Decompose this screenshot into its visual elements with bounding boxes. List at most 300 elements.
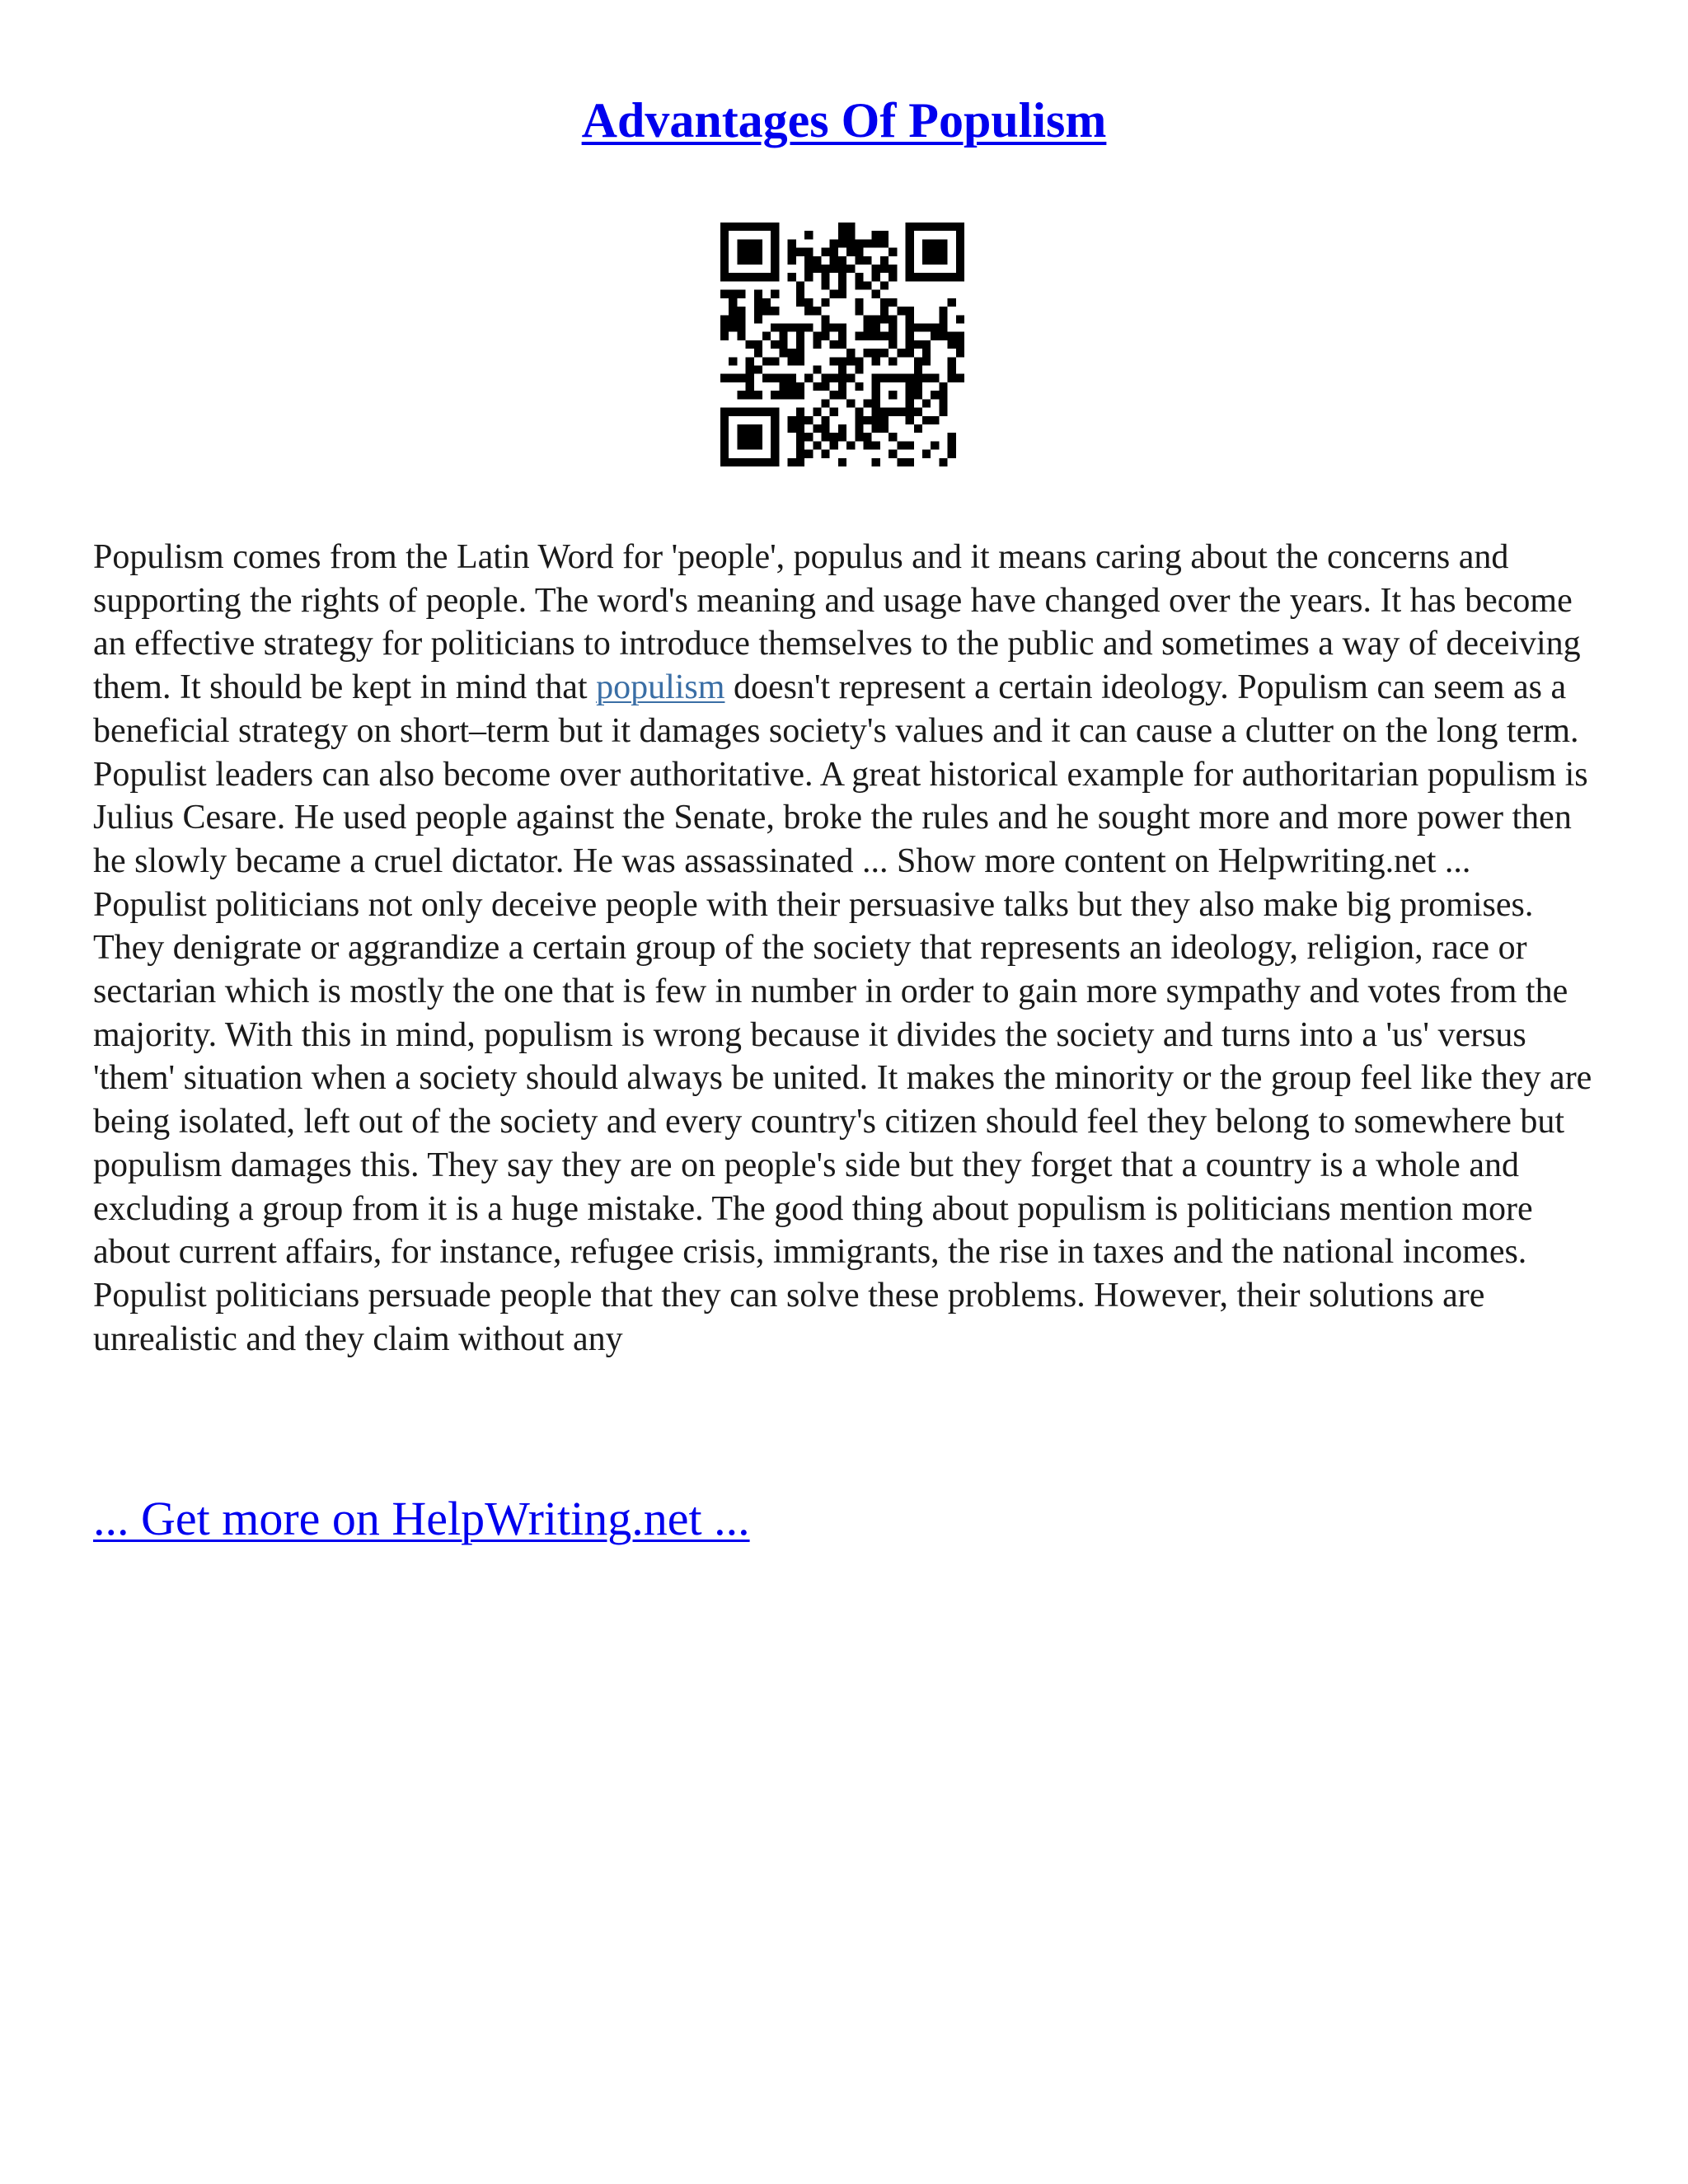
qr-module <box>788 416 796 424</box>
qr-code-icon <box>720 223 964 466</box>
qr-module <box>737 239 745 247</box>
qr-module <box>948 223 956 231</box>
qr-module <box>779 391 787 399</box>
qr-module <box>906 458 914 466</box>
qr-module <box>864 433 872 441</box>
qr-module <box>914 223 922 231</box>
qr-module <box>830 265 838 273</box>
qr-module <box>729 223 737 231</box>
qr-module <box>889 273 897 281</box>
qr-module <box>872 408 880 416</box>
qr-module <box>880 239 889 247</box>
qr-module <box>880 374 889 382</box>
qr-module <box>821 248 829 256</box>
qr-module <box>855 366 863 374</box>
qr-module <box>948 374 956 382</box>
qr-module <box>779 374 787 382</box>
qr-module <box>804 307 813 315</box>
qr-module <box>737 391 745 399</box>
qr-module <box>821 281 829 289</box>
qr-module <box>762 223 771 231</box>
qr-module <box>906 399 914 407</box>
qr-module <box>906 374 914 382</box>
qr-module <box>720 265 729 273</box>
qr-module <box>771 433 779 441</box>
qr-module <box>956 231 964 239</box>
qr-module <box>889 265 897 273</box>
qr-module <box>830 340 838 349</box>
qr-module <box>889 248 897 256</box>
qr-module <box>737 374 745 382</box>
qr-module <box>838 332 846 340</box>
qr-module <box>788 391 796 399</box>
qr-module <box>939 273 947 281</box>
qr-module <box>754 424 762 433</box>
qr-module <box>889 298 897 307</box>
qr-module <box>914 340 922 349</box>
qr-module <box>830 290 838 298</box>
qr-module <box>846 399 855 407</box>
qr-module <box>889 340 897 349</box>
qr-module <box>864 399 872 407</box>
qr-module <box>914 273 922 281</box>
qr-module <box>796 450 804 458</box>
qr-module <box>804 273 813 281</box>
qr-module <box>729 323 737 331</box>
qr-module <box>788 239 796 247</box>
qr-module <box>762 298 771 307</box>
qr-module <box>846 223 855 231</box>
paragraph-2: Populist politicians not only deceive people with their persuasive talks but they also make big promises. They denigrate or aggrandize a certain group of the society that represents an ideology, religion, race or sectarian which is mostly the one that is few in number in order to gain more sympathy and votes from the majority. With this in mind, populism is wrong because it divides the society and turns into a 'us' versus 'them' situation when a society should always be united. It makes the minority or the group feel like they are being isolated, left out of the society and every country's citizen should feel they belong to somewhere but populism damages this. They say they are on people's side but they forget that a country is a whole and excluding a group from it is a huge mistake. The good thing about populism is politicians mention more about current affairs, for instance, refugee crisis, immigrants, the rise in taxes and the national incomes. Populist politicians persuade people that they can solve these problems. However, their solutions are unrealistic and they claim without any <box>93 885 1592 1358</box>
qr-module <box>872 323 880 331</box>
qr-module <box>821 315 829 323</box>
qr-module <box>855 332 863 340</box>
qr-module <box>906 256 914 265</box>
qr-module <box>855 408 863 416</box>
qr-module <box>889 357 897 365</box>
qr-module <box>931 256 939 265</box>
qr-module <box>771 424 779 433</box>
qr-module <box>906 441 914 449</box>
qr-module <box>737 332 745 340</box>
qr-module <box>771 391 779 399</box>
qr-module <box>880 256 889 265</box>
qr-module <box>754 307 762 315</box>
qr-module <box>737 307 745 315</box>
qr-module <box>804 265 813 273</box>
qr-module <box>914 408 922 416</box>
qr-module <box>872 315 880 323</box>
article-body <box>93 536 1601 1361</box>
qr-module <box>729 408 737 416</box>
qr-module <box>846 248 855 256</box>
qr-module <box>754 366 762 374</box>
qr-module <box>956 315 964 323</box>
qr-module <box>804 374 813 382</box>
qr-module <box>931 332 939 340</box>
qr-module <box>948 441 956 449</box>
qr-module <box>830 374 838 382</box>
qr-module <box>906 408 914 416</box>
qr-module <box>872 265 880 273</box>
qr-module <box>864 332 872 340</box>
qr-module <box>906 223 914 231</box>
qr-module <box>956 332 964 340</box>
qr-module <box>813 340 821 349</box>
qr-module <box>906 416 914 424</box>
qr-module <box>931 323 939 331</box>
qr-module <box>897 458 905 466</box>
qr-module <box>889 374 897 382</box>
qr-module <box>788 374 796 382</box>
qr-module <box>720 450 729 458</box>
qr-module <box>821 273 829 281</box>
qr-module <box>914 357 922 365</box>
qr-module <box>838 265 846 273</box>
qr-module <box>906 340 914 349</box>
qr-module <box>922 450 931 458</box>
qr-module <box>864 323 872 331</box>
qr-module <box>746 391 754 399</box>
qr-module <box>720 332 729 340</box>
qr-module <box>855 416 863 424</box>
qr-module <box>939 307 947 315</box>
qr-module <box>872 332 880 340</box>
qr-module <box>754 223 762 231</box>
qr-module <box>720 408 729 416</box>
qr-module <box>771 450 779 458</box>
qr-module <box>948 273 956 281</box>
qr-module <box>746 424 754 433</box>
qr-module <box>846 265 855 273</box>
paragraph-1-end: doesn't represent a certain ideology. Populism can seem as a beneficial strategy on short–term but it damages society's values and it can cause a clutter on the long term. Populist leaders can also become over authoritative. A great historical example for authoritarian populism is Julius Cesare. He used people against the Senate, broke the rules and he sought more and more power then he slowly became a cruel dictator. He was assassinated ... Show more content on Helpwriting.net ... <box>93 668 1588 880</box>
qr-module <box>914 366 922 374</box>
qr-module <box>838 433 846 441</box>
qr-module <box>838 391 846 399</box>
qr-module <box>931 273 939 281</box>
qr-module <box>948 366 956 374</box>
qr-module <box>922 273 931 281</box>
qr-module <box>796 340 804 349</box>
qr-module <box>872 273 880 281</box>
qr-module <box>771 416 779 424</box>
qr-module <box>754 256 762 265</box>
qr-module <box>746 256 754 265</box>
qr-module <box>906 248 914 256</box>
qr-module <box>864 349 872 357</box>
qr-module <box>746 223 754 231</box>
qr-module <box>914 323 922 331</box>
qr-module <box>804 433 813 441</box>
qr-module <box>906 382 914 391</box>
qr-module <box>948 450 956 458</box>
qr-module <box>729 273 737 281</box>
qr-module <box>922 349 931 357</box>
qr-module <box>754 239 762 247</box>
qr-module <box>754 408 762 416</box>
qr-module <box>948 433 956 441</box>
qr-module <box>746 357 754 365</box>
qr-module <box>796 281 804 289</box>
qr-module <box>855 298 863 307</box>
qr-module <box>762 332 771 340</box>
qr-module <box>737 290 745 298</box>
qr-module <box>948 332 956 340</box>
get-more-link[interactable]: ... Get more on HelpWriting.net ... <box>93 1492 750 1545</box>
qr-module <box>720 248 729 256</box>
qr-module <box>779 340 787 349</box>
qr-module <box>939 408 947 416</box>
qr-module <box>922 340 931 349</box>
qr-module <box>813 265 821 273</box>
qr-module <box>737 223 745 231</box>
qr-module <box>872 239 880 247</box>
qr-module <box>771 340 779 349</box>
qr-module <box>813 441 821 449</box>
qr-module <box>830 248 838 256</box>
qr-module <box>754 315 762 323</box>
qr-module <box>922 223 931 231</box>
qr-module <box>737 256 745 265</box>
qr-module <box>855 281 863 289</box>
qr-module <box>737 424 745 433</box>
qr-module <box>796 323 804 331</box>
qr-module <box>737 433 745 441</box>
qr-module <box>830 256 838 265</box>
qr-module <box>771 307 779 315</box>
qr-module <box>838 424 846 433</box>
qr-module <box>813 382 821 391</box>
qr-module <box>931 223 939 231</box>
qr-module <box>838 239 846 247</box>
qr-module <box>838 340 846 349</box>
qr-module <box>754 441 762 449</box>
qr-module <box>897 374 905 382</box>
qr-module <box>880 307 889 315</box>
qr-module <box>855 273 863 281</box>
qr-module <box>872 416 880 424</box>
qr-module <box>788 323 796 331</box>
qr-module <box>948 298 956 307</box>
qr-module <box>872 349 880 357</box>
qr-module <box>872 382 880 391</box>
qr-module <box>788 458 796 466</box>
qr-module <box>880 265 889 273</box>
qr-module <box>846 374 855 382</box>
qr-module <box>838 256 846 265</box>
qr-module <box>771 248 779 256</box>
qr-module <box>762 374 771 382</box>
qr-module <box>821 399 829 407</box>
qr-module <box>754 458 762 466</box>
qr-module <box>771 265 779 273</box>
qr-module <box>813 332 821 340</box>
qr-module <box>729 458 737 466</box>
qr-module <box>906 315 914 323</box>
qr-module <box>821 332 829 340</box>
qr-module <box>906 349 914 357</box>
qr-module <box>830 357 838 365</box>
qr-module <box>779 323 787 331</box>
qr-module <box>939 399 947 407</box>
qr-module <box>771 290 779 298</box>
qr-module <box>788 349 796 357</box>
qr-module <box>880 408 889 416</box>
qr-module <box>906 239 914 247</box>
qr-module <box>830 323 838 331</box>
qr-module <box>720 374 729 382</box>
qr-module <box>796 424 804 433</box>
qr-module <box>838 223 846 231</box>
qr-module <box>838 231 846 239</box>
qr-module <box>838 281 846 289</box>
qr-module <box>804 416 813 424</box>
qr-module <box>939 332 947 340</box>
qr-module <box>939 239 947 247</box>
qr-module <box>855 357 863 365</box>
qr-module <box>746 458 754 466</box>
qr-module <box>872 290 880 298</box>
qr-module <box>880 298 889 307</box>
qr-module <box>864 239 872 247</box>
qr-module <box>796 332 804 340</box>
qr-module <box>821 382 829 391</box>
qr-module <box>864 281 872 289</box>
qr-module <box>771 239 779 247</box>
qr-module <box>914 391 922 399</box>
qr-module <box>855 433 863 441</box>
qr-module <box>754 391 762 399</box>
qr-module <box>796 298 804 307</box>
qr-module <box>931 248 939 256</box>
qr-module <box>720 231 729 239</box>
qr-module <box>939 382 947 391</box>
qr-module <box>813 408 821 416</box>
qr-module <box>737 323 745 331</box>
qr-module <box>804 248 813 256</box>
qr-module <box>838 290 846 298</box>
qr-module <box>906 323 914 331</box>
qr-module <box>914 382 922 391</box>
qr-module <box>771 458 779 466</box>
qr-module <box>906 332 914 340</box>
qr-module <box>720 458 729 466</box>
qr-module <box>931 374 939 382</box>
qr-module <box>821 416 829 424</box>
qr-module <box>855 307 863 315</box>
qr-module <box>729 298 737 307</box>
qr-module <box>889 450 897 458</box>
qr-module <box>855 424 863 433</box>
qr-module <box>880 281 889 289</box>
qr-module <box>737 248 745 256</box>
qr-module <box>922 239 931 247</box>
paragraph-1 <box>93 536 1601 883</box>
qr-module <box>855 248 863 256</box>
qr-module <box>821 433 829 441</box>
qr-module <box>872 458 880 466</box>
qr-module <box>922 323 931 331</box>
title-link[interactable]: Advantages Of Populism <box>581 93 1107 148</box>
qr-module <box>729 307 737 315</box>
qr-module <box>931 239 939 247</box>
qr-module <box>838 382 846 391</box>
qr-module <box>796 408 804 416</box>
qr-module <box>922 256 931 265</box>
qr-module <box>956 239 964 247</box>
qr-module <box>889 408 897 416</box>
qr-module <box>746 441 754 449</box>
qr-module <box>821 323 829 331</box>
qr-module <box>771 231 779 239</box>
qr-module <box>788 424 796 433</box>
qr-module <box>804 231 813 239</box>
qr-module <box>906 307 914 315</box>
qr-module <box>821 450 829 458</box>
qr-module <box>830 408 838 416</box>
qr-module <box>720 416 729 424</box>
qr-module <box>804 256 813 265</box>
qr-module <box>771 323 779 331</box>
qr-module <box>889 323 897 331</box>
qr-module <box>720 441 729 449</box>
qr-module <box>771 273 779 281</box>
qr-module <box>956 349 964 357</box>
qr-module <box>737 273 745 281</box>
qr-module <box>906 231 914 239</box>
qr-module <box>931 441 939 449</box>
qr-module <box>948 357 956 365</box>
qr-module <box>754 290 762 298</box>
qr-module <box>746 248 754 256</box>
qr-module <box>956 340 964 349</box>
qr-module <box>922 357 931 365</box>
get-more-link-wrapper <box>93 1490 750 1548</box>
qr-module <box>746 340 754 349</box>
qr-module <box>939 256 947 265</box>
paragraph-1-start: Populism comes from the Latin Word for 'people', populus and it means caring about the concerns and supporting the rights of people. The word's meaning and usage have changed over the years. It has become an effective strategy for politicians to introduce themselves to the public and sometimes a way of deceiving them. It should be kept in mind that <box>93 538 1581 707</box>
qr-module <box>813 307 821 315</box>
qr-module <box>922 416 931 424</box>
qr-module <box>830 441 838 449</box>
qr-module <box>788 256 796 265</box>
qr-module <box>830 433 838 441</box>
qr-module <box>821 374 829 382</box>
qr-module <box>762 408 771 416</box>
qr-module <box>956 374 964 382</box>
qr-module <box>779 349 787 357</box>
qr-module <box>872 374 880 382</box>
qr-module <box>838 458 846 466</box>
qr-module <box>771 256 779 265</box>
qr-module <box>846 239 855 247</box>
qr-module <box>788 357 796 365</box>
qr-module <box>788 248 796 256</box>
qr-module <box>864 256 872 265</box>
populism-link[interactable]: populism <box>596 668 725 707</box>
qr-module <box>906 265 914 273</box>
qr-module <box>872 391 880 399</box>
qr-module <box>897 408 905 416</box>
qr-module <box>796 433 804 441</box>
qr-module <box>889 315 897 323</box>
qr-module <box>906 391 914 399</box>
qr-module <box>737 315 745 323</box>
qr-module <box>729 357 737 365</box>
qr-module <box>729 315 737 323</box>
qr-module <box>720 433 729 441</box>
qr-module <box>796 441 804 449</box>
